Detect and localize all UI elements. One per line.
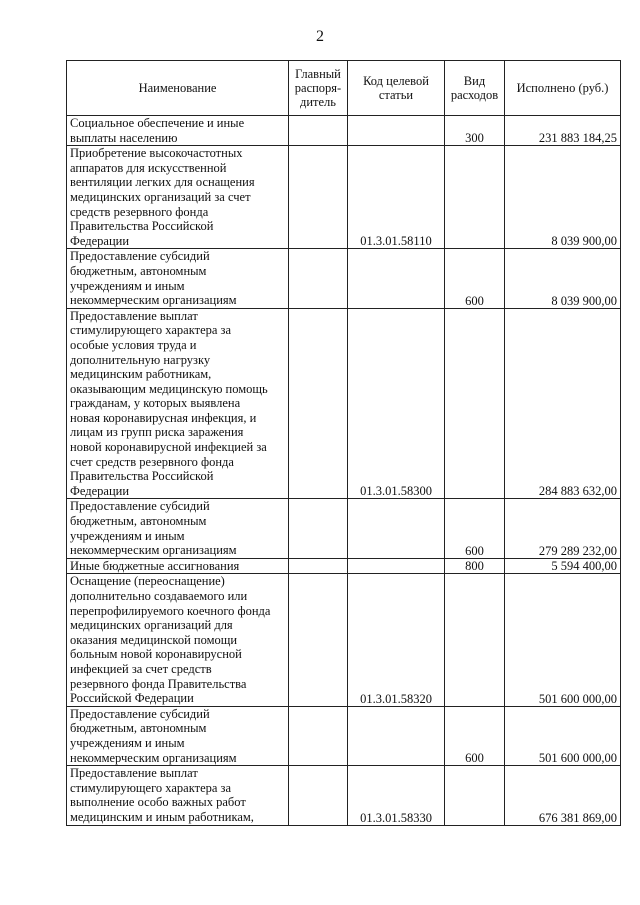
row-name-cell: Предоставление выплат стимулирующего характера за особые условия труда и дополнительную нагрузку медицинским работникам, оказывающим медицинскую помощь гражданам, у которых выявлена новая коронавирусная инфекция, и лицам из групп риска заражения новой коронавирусной инфекцией за счет средств резервного фонда Правительства Российской Федерации xyxy=(67,308,289,499)
row-expense-type-cell: 600 xyxy=(445,706,505,765)
row-expense-type-cell xyxy=(445,308,505,499)
row-target-code-cell: 01.3.01.58300 xyxy=(348,308,445,499)
row-target-code-cell: 01.3.01.58330 xyxy=(348,766,445,825)
row-expense-type-cell: 800 xyxy=(445,558,505,574)
row-target-code-cell xyxy=(348,249,445,308)
row-main-manager-cell xyxy=(289,766,348,825)
row-expense-type-cell: 300 xyxy=(445,116,505,146)
table-row xyxy=(67,558,621,574)
row-name-cell: Предоставление выплат стимулирующего характера за выполнение особо важных работ медицинским и иным работникам, xyxy=(67,766,289,825)
row-executed-cell: 284 883 632,00 xyxy=(505,308,621,499)
row-main-manager-cell xyxy=(289,574,348,706)
row-executed-cell: 5 594 400,00 xyxy=(505,558,621,574)
table-header-row xyxy=(67,61,621,116)
header-executed: Исполнено (руб.) xyxy=(505,61,621,116)
row-name-cell: Предоставление субсидий бюджетным, автономным учреждениям и иным некоммерческим организациям xyxy=(67,249,289,308)
row-target-code-cell xyxy=(348,706,445,765)
page-number: 2 xyxy=(316,28,324,45)
row-expense-type-cell xyxy=(445,574,505,706)
row-main-manager-cell xyxy=(289,499,348,558)
table-row xyxy=(67,249,621,308)
row-main-manager-cell xyxy=(289,116,348,146)
row-name-cell: Социальное обеспечение и иные выплаты населению xyxy=(67,116,289,146)
row-target-code-cell xyxy=(348,499,445,558)
budget-execution-table xyxy=(66,60,621,826)
row-main-manager-cell xyxy=(289,146,348,249)
row-expense-type-cell: 600 xyxy=(445,499,505,558)
row-expense-type-cell xyxy=(445,766,505,825)
row-name-cell: Иные бюджетные ассигнования xyxy=(67,558,289,574)
row-executed-cell: 8 039 900,00 xyxy=(505,249,621,308)
table-row xyxy=(67,116,621,146)
row-target-code-cell: 01.3.01.58110 xyxy=(348,146,445,249)
row-target-code-cell: 01.3.01.58320 xyxy=(348,574,445,706)
table-row xyxy=(67,766,621,825)
row-name-cell: Оснащение (переоснащение) дополнительно создаваемого или перепрофилируемого коечного фонда медицинских организаций для оказания медицинской помощи больным новой коронавирусной инфекцией за счет средств резервного фонда Правительства Российской Федерации xyxy=(67,574,289,706)
header-main-manager: Главный распоря-дитель xyxy=(289,61,348,116)
table-row xyxy=(67,499,621,558)
row-executed-cell: 8 039 900,00 xyxy=(505,146,621,249)
header-name: Наименование xyxy=(67,61,289,116)
row-main-manager-cell xyxy=(289,249,348,308)
header-expense-type: Вид расходов xyxy=(445,61,505,116)
row-target-code-cell xyxy=(348,558,445,574)
row-executed-cell: 231 883 184,25 xyxy=(505,116,621,146)
row-main-manager-cell xyxy=(289,706,348,765)
row-target-code-cell xyxy=(348,116,445,146)
row-main-manager-cell xyxy=(289,308,348,499)
row-executed-cell: 501 600 000,00 xyxy=(505,574,621,706)
row-name-cell: Предоставление субсидий бюджетным, автономным учреждениям и иным некоммерческим организациям xyxy=(67,499,289,558)
table-row xyxy=(67,574,621,706)
row-executed-cell: 501 600 000,00 xyxy=(505,706,621,765)
row-name-cell: Приобретение высокочастотных аппаратов для искусственной вентиляции легких для оснащения медицинских организаций за счет средств резервного фонда Правительства Российской Федерации xyxy=(67,146,289,249)
row-name-cell: Предоставление субсидий бюджетным, автономным учреждениям и иным некоммерческим организациям xyxy=(67,706,289,765)
row-expense-type-cell: 600 xyxy=(445,249,505,308)
table-row xyxy=(67,308,621,499)
row-executed-cell: 279 289 232,00 xyxy=(505,499,621,558)
table-row xyxy=(67,706,621,765)
row-main-manager-cell xyxy=(289,558,348,574)
row-executed-cell: 676 381 869,00 xyxy=(505,766,621,825)
row-expense-type-cell xyxy=(445,146,505,249)
table-row xyxy=(67,146,621,249)
header-target-code: Код целевой статьи xyxy=(348,61,445,116)
